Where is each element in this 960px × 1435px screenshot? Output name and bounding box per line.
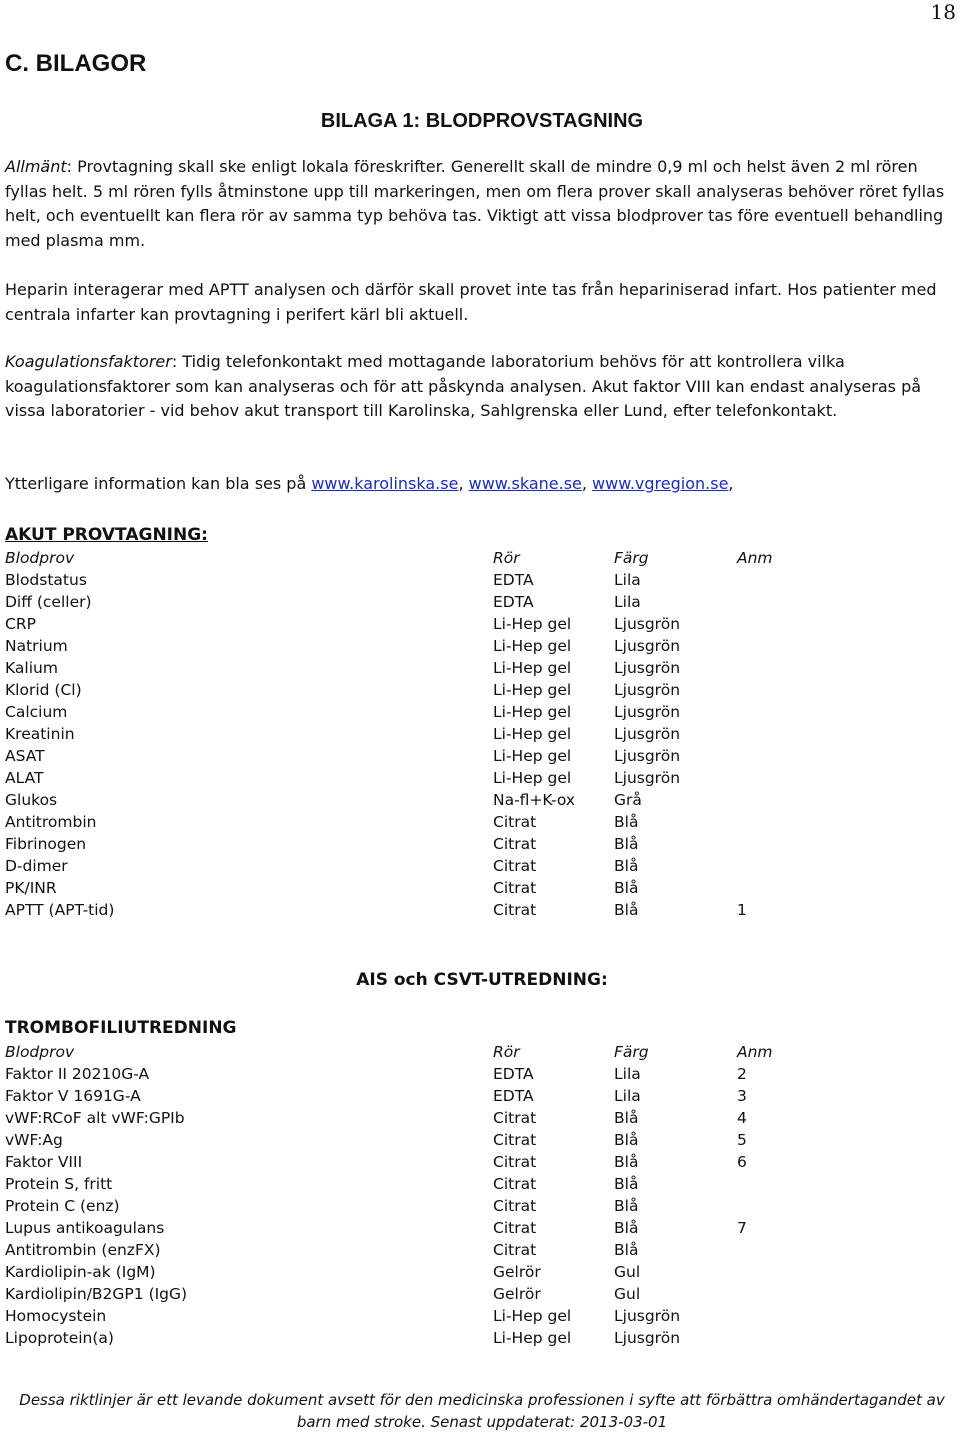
cell-farg: Blå xyxy=(614,1175,639,1193)
page-number: 18 xyxy=(930,0,956,24)
column-header-anm: Anm xyxy=(737,549,773,567)
cell-ror: Li-Hep gel xyxy=(493,1329,572,1347)
section-heading: C. BILAGOR xyxy=(5,50,147,77)
table-row xyxy=(5,1305,955,1327)
table-row xyxy=(5,723,955,745)
tromb-heading: TROMBOFILIUTREDNING xyxy=(5,1018,237,1038)
cell-farg: Lila xyxy=(614,571,641,589)
cell-ror: Li-Hep gel xyxy=(493,769,572,787)
table-row xyxy=(5,569,955,591)
intro-paragraph xyxy=(5,155,953,253)
table-row xyxy=(5,1261,955,1283)
akut-table xyxy=(5,547,955,921)
cell-ror: EDTA xyxy=(493,1065,534,1083)
cell-blodprov: Calcium xyxy=(5,703,68,721)
cell-blodprov: Lipoprotein(a) xyxy=(5,1329,114,1347)
cell-blodprov: Klorid (Cl) xyxy=(5,681,82,699)
table-row xyxy=(5,679,955,701)
cell-ror: Citrat xyxy=(493,1175,537,1193)
cell-ror: Li-Hep gel xyxy=(493,637,572,655)
column-header-blodprov: Blodprov xyxy=(5,1043,75,1061)
cell-blodprov: Homocystein xyxy=(5,1307,107,1325)
cell-anm: 1 xyxy=(737,901,747,919)
cell-farg: Ljusgrön xyxy=(614,1307,681,1325)
cell-blodprov: Natrium xyxy=(5,637,68,655)
table-header-row xyxy=(5,547,955,569)
cell-blodprov: ASAT xyxy=(5,747,45,765)
table-row xyxy=(5,1239,955,1261)
cell-ror: Citrat xyxy=(493,857,537,875)
table-row xyxy=(5,877,955,899)
footer xyxy=(0,1389,960,1433)
cell-farg: Blå xyxy=(614,879,639,897)
table-row xyxy=(5,1327,955,1349)
table-row xyxy=(5,1173,955,1195)
cell-ror: Gelrör xyxy=(493,1263,541,1281)
cell-farg: Ljusgrön xyxy=(614,659,681,677)
table-row xyxy=(5,657,955,679)
table-row xyxy=(5,1085,955,1107)
column-header-farg: Färg xyxy=(614,1043,649,1061)
cell-blodprov: Lupus antikoagulans xyxy=(5,1219,165,1237)
table-row xyxy=(5,1129,955,1151)
intro-text: : Provtagning skall ske enligt lokala föreskrifter. Generellt skall de mindre 0,9 ml och helst även 2 ml rören fyllas helt. 5 ml rören fylls åtminstone upp till markeringen, men om flera prover skall analyseras behöver röret fyllas helt, och eventuellt kan flera rör av samma typ behöva tas. Viktigt att vissa blodprover tas före eventuell behandling med plasma mm. xyxy=(5,157,945,250)
column-header-ror: Rör xyxy=(493,1043,520,1061)
cell-ror: Li-Hep gel xyxy=(493,1307,572,1325)
cell-anm: 4 xyxy=(737,1109,747,1127)
cell-blodprov: Kreatinin xyxy=(5,725,75,743)
footer-line-1: Dessa riktlinjer är ett levande dokument avsett för den medicinska professionen i syfte att förbättra omhändertagandet av xyxy=(19,1391,945,1409)
column-header-ror: Rör xyxy=(493,549,520,567)
more-info-text: Ytterligare information kan bla ses på xyxy=(5,474,312,493)
cell-farg: Ljusgrön xyxy=(614,769,681,787)
table-row xyxy=(5,855,955,877)
karolinska-link[interactable]: www.karolinska.se xyxy=(311,474,459,493)
cell-blodprov: Faktor II 20210G-A xyxy=(5,1065,150,1083)
column-header-farg: Färg xyxy=(614,549,649,567)
cell-farg: Blå xyxy=(614,1219,639,1237)
skane-link[interactable]: www.skane.se xyxy=(468,474,582,493)
cell-blodprov: Faktor V 1691G-A xyxy=(5,1087,141,1105)
cell-farg: Gul xyxy=(614,1263,641,1281)
cell-anm: 5 xyxy=(737,1131,747,1149)
cell-farg: Lila xyxy=(614,1087,641,1105)
table-row xyxy=(5,635,955,657)
table-header-row xyxy=(5,1041,955,1063)
table-row xyxy=(5,1151,955,1173)
cell-blodprov: Diff (celler) xyxy=(5,593,92,611)
cell-blodprov: CRP xyxy=(5,615,36,633)
cell-farg: Blå xyxy=(614,1241,639,1259)
cell-farg: Blå xyxy=(614,857,639,875)
cell-ror: Citrat xyxy=(493,835,537,853)
table-row xyxy=(5,767,955,789)
koag-label: Koagulationsfaktorer xyxy=(5,352,172,371)
cell-ror: Li-Hep gel xyxy=(493,747,572,765)
cell-ror: Citrat xyxy=(493,1109,537,1127)
cell-ror: Citrat xyxy=(493,813,537,831)
table-row xyxy=(5,899,955,921)
link-separator: , xyxy=(581,474,593,493)
cell-blodprov: Glukos xyxy=(5,791,58,809)
cell-blodprov: vWF:Ag xyxy=(5,1131,63,1149)
cell-blodprov: Blodstatus xyxy=(5,571,87,589)
cell-blodprov: vWF:RCoF alt vWF:GPIb xyxy=(5,1109,185,1127)
table-row xyxy=(5,1283,955,1305)
cell-ror: Citrat xyxy=(493,1197,537,1215)
cell-blodprov: Fibrinogen xyxy=(5,835,87,853)
cell-ror: Citrat xyxy=(493,901,537,919)
table-row xyxy=(5,745,955,767)
cell-blodprov: APTT (APT-tid) xyxy=(5,901,115,919)
cell-ror: Citrat xyxy=(493,1153,537,1171)
table-row xyxy=(5,613,955,635)
cell-farg: Gul xyxy=(614,1285,641,1303)
cell-ror: Citrat xyxy=(493,1131,537,1149)
koag-text: : Tidig telefonkontakt med mottagande laboratorium behövs för att kontrollera vilka koagulationsfaktorer som kan analyseras och för att påskynda analysen. Akut faktor VIII kan endast analyseras på vissa laboratorier - vid behov akut transport till Karolinska, Sahlgrenska eller Lund, efter telefonkontakt. xyxy=(5,352,922,420)
vgregion-link[interactable]: www.vgregion.se xyxy=(592,474,729,493)
table-row xyxy=(5,591,955,613)
cell-blodprov: Antitrombin (enzFX) xyxy=(5,1241,161,1259)
table-row xyxy=(5,811,955,833)
cell-blodprov: PK/INR xyxy=(5,879,57,897)
cell-ror: Li-Hep gel xyxy=(493,681,572,699)
cell-farg: Ljusgrön xyxy=(614,725,681,743)
cell-farg: Blå xyxy=(614,835,639,853)
cell-blodprov: Kardiolipin/B2GP1 (IgG) xyxy=(5,1285,188,1303)
cell-farg: Ljusgrön xyxy=(614,1329,681,1347)
column-header-blodprov: Blodprov xyxy=(5,549,75,567)
link-separator: , xyxy=(458,474,469,493)
cell-farg: Blå xyxy=(614,813,639,831)
intro-label: Allmänt xyxy=(5,157,67,176)
cell-blodprov: Kardiolipin-ak (IgM) xyxy=(5,1263,156,1281)
cell-ror: Li-Hep gel xyxy=(493,703,572,721)
cell-farg: Ljusgrön xyxy=(614,681,681,699)
ais-heading: AIS och CSVT-UTREDNING: xyxy=(356,970,608,990)
akut-heading: AKUT PROVTAGNING: xyxy=(5,525,208,545)
table-row xyxy=(5,701,955,723)
cell-blodprov: ALAT xyxy=(5,769,44,787)
bilaga-title: BILAGA 1: BLODPROVSTAGNING xyxy=(320,110,644,132)
more-info-paragraph xyxy=(5,472,953,497)
table-row xyxy=(5,1063,955,1085)
koag-paragraph xyxy=(5,350,953,424)
cell-ror: EDTA xyxy=(493,571,534,589)
table-row xyxy=(5,1107,955,1129)
cell-ror: EDTA xyxy=(493,593,534,611)
column-header-anm: Anm xyxy=(737,1043,773,1061)
cell-anm: 3 xyxy=(737,1087,747,1105)
cell-farg: Grå xyxy=(614,791,642,809)
cell-farg: Ljusgrön xyxy=(614,747,681,765)
cell-ror: Citrat xyxy=(493,879,537,897)
link-separator: , xyxy=(728,474,734,493)
table-row xyxy=(5,1217,955,1239)
cell-farg: Ljusgrön xyxy=(614,703,681,721)
footer-line-2: barn med stroke. Senast uppdaterat: 2013-03-01 xyxy=(296,1413,668,1431)
cell-blodprov: Faktor VIII xyxy=(5,1153,83,1171)
tromb-table xyxy=(5,1041,955,1349)
cell-ror: EDTA xyxy=(493,1087,534,1105)
cell-farg: Ljusgrön xyxy=(614,615,681,633)
cell-ror: Li-Hep gel xyxy=(493,615,572,633)
table-row xyxy=(5,833,955,855)
cell-anm: 6 xyxy=(737,1153,747,1171)
cell-blodprov: D-dimer xyxy=(5,857,68,875)
cell-farg: Lila xyxy=(614,1065,641,1083)
cell-blodprov: Protein S, fritt xyxy=(5,1175,113,1193)
cell-farg: Blå xyxy=(614,1153,639,1171)
cell-ror: Citrat xyxy=(493,1241,537,1259)
cell-blodprov: Antitrombin xyxy=(5,813,97,831)
cell-ror: Gelrör xyxy=(493,1285,541,1303)
table-row xyxy=(5,789,955,811)
cell-anm: 2 xyxy=(737,1065,747,1083)
cell-farg: Blå xyxy=(614,901,639,919)
cell-ror: Na-fl+K-ox xyxy=(493,791,576,809)
cell-anm: 7 xyxy=(737,1219,747,1237)
cell-farg: Lila xyxy=(614,593,641,611)
cell-ror: Li-Hep gel xyxy=(493,659,572,677)
heparin-paragraph: Heparin interagerar med APTT analysen och därför skall provet inte tas från hepariniserad infart. Hos patienter med centrala infarter kan provtagning i perifert kärl bli aktuell. xyxy=(5,280,937,324)
cell-blodprov: Kalium xyxy=(5,659,58,677)
cell-ror: Li-Hep gel xyxy=(493,725,572,743)
cell-blodprov: Protein C (enz) xyxy=(5,1197,120,1215)
cell-farg: Blå xyxy=(614,1197,639,1215)
cell-farg: Blå xyxy=(614,1131,639,1149)
cell-ror: Citrat xyxy=(493,1219,537,1237)
cell-farg: Blå xyxy=(614,1109,639,1127)
cell-farg: Ljusgrön xyxy=(614,637,681,655)
table-row xyxy=(5,1195,955,1217)
